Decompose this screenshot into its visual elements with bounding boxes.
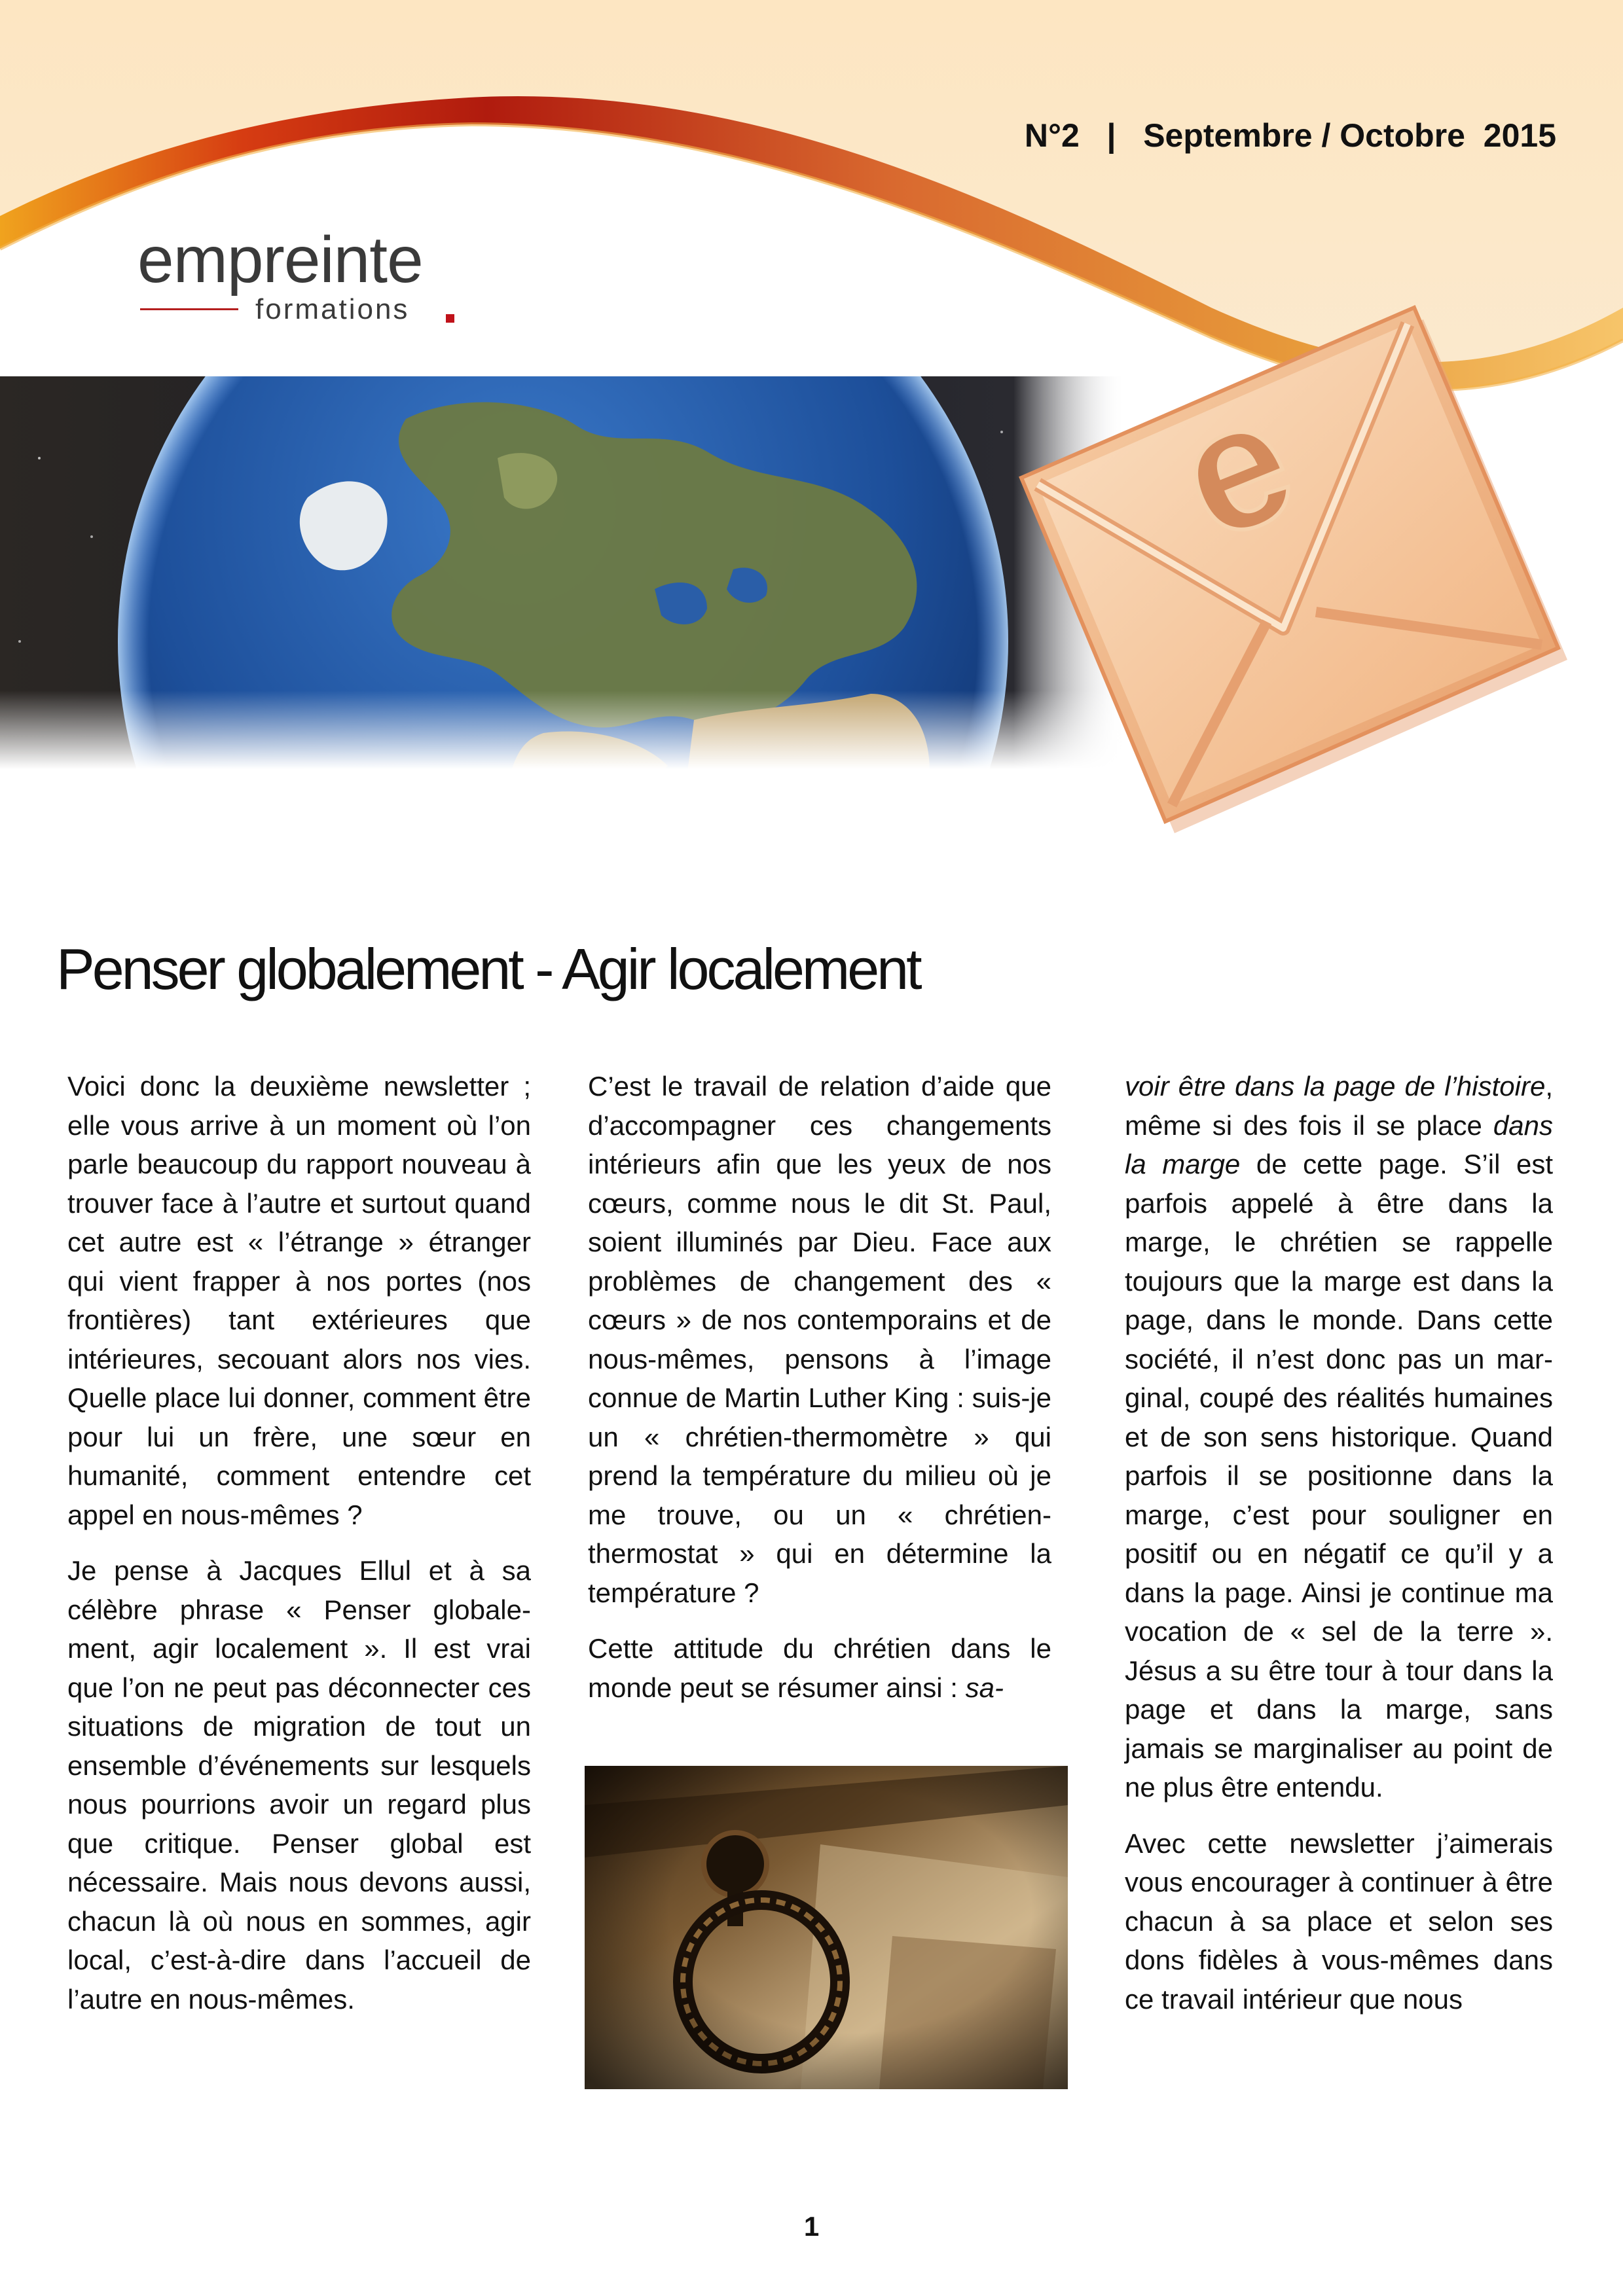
page-number: 1 — [803, 2211, 820, 2242]
article-column-3 — [1125, 1067, 1553, 2036]
logo-name: empreinte — [137, 223, 423, 296]
paragraph-text: de cette page. S’il est parfois appelé à être dans la marge, le chrétien se rappelle toujours que la marge est dans la page, dans le monde. Dans cette société, il n’est donc pas un marginal, coupé des réalités humaines et de son sens historique. Quand parfois il se positionne dans la marge, c’est pour souligner en positif ou en négatif ce qu’il y a dans la page. Ainsi je continue ma vocation de « sel de la terre ». Jésus a su être tour à tour dans la page et dans la marge, sans jamais se marginaliser au point de ne plus être entendu. — [1125, 1149, 1553, 1803]
issue-number: N°2 — [1024, 117, 1080, 154]
paragraph: C’est le travail de relation d’aide que d’accompagner ces changements intérieurs afin que les yeux de nos cœurs, comme nous le dit St. Paul, soient illuminés par Dieu. Face aux problèmes de changement des « cœurs » de nos contemporains et de nous-mêmes, pensons à l’image connue de Martin Luther King : suis-je un « chrétien-thermomètre » qui prend la température du milieu où je me trouve, ou un « chrétien-thermostat » qui en détermine la température ? — [588, 1071, 1051, 1608]
paragraph-italic: sa- — [965, 1672, 1004, 1703]
article-title: Penser globalement - Agir localement — [56, 937, 920, 1001]
logo-red-dot — [446, 314, 454, 323]
article-column-1 — [67, 1067, 531, 2036]
logo-underline — [140, 308, 238, 310]
paragraph: Voici donc la deuxième newsletter ; elle vous arrive à un moment où l’on parle beaucoup du rapport nouveau à trouver face à l’autre et surtout quand cet autre est « l’étrange » étranger qui vient frapper à nos portes (nos frontières) tant extérieures que intérieures, secouant alors nos vies. Quelle place lui donner, comment être pour lui un frère, une sœur en humanité, comment entendre cet appel en nous-mêmes ? — [67, 1071, 531, 1530]
paragraph-text: , même si des fois il se place — [1125, 1071, 1553, 1141]
article-column-2 — [588, 1067, 1051, 1724]
logo-subtitle: formations — [255, 293, 410, 325]
paragraph — [588, 1629, 1051, 1707]
paragraph-text: Cette attitude du chrétien dans le monde peut se résumer ainsi : — [588, 1633, 1051, 1703]
paragraph: Je pense à Jacques Ellul et à sa célèbre phrase « Penser globalement, agir localement ». Il est vrai que l’on ne peut pas déconnecter ces situations de migration de tout un ensemble d’événements sur lesquels nous pourrions avoir un regard plus que critique. Penser global est nécessaire. Mais nous devons aussi, chacun là où nous en sommes, agir local, c’est-à-dire dans l’accueil de l’autre en nous-mêmes. — [67, 1555, 531, 2015]
door-knocker-photo — [585, 1766, 1068, 2089]
paragraph-italic: voir être dans la page de l’histoire — [1125, 1071, 1546, 1102]
paragraph — [1125, 1067, 1553, 1807]
svg-text:e: e — [1153, 358, 1319, 579]
issue-info — [1025, 117, 1556, 154]
issue-date: Septembre / Octobre 2015 — [1143, 117, 1556, 154]
empreinte-logo — [137, 223, 465, 327]
paragraph: Avec cette newsletter j’aimerais vous encourager à continuer à être chacun à sa place et selon ses dons fidèles à vous-mêmes dans ce travail intérieur que nous — [1125, 1827, 1553, 2015]
paragraph-italic: dans la marge — [1125, 1109, 1553, 1179]
issue-separator: | — [1106, 117, 1116, 154]
